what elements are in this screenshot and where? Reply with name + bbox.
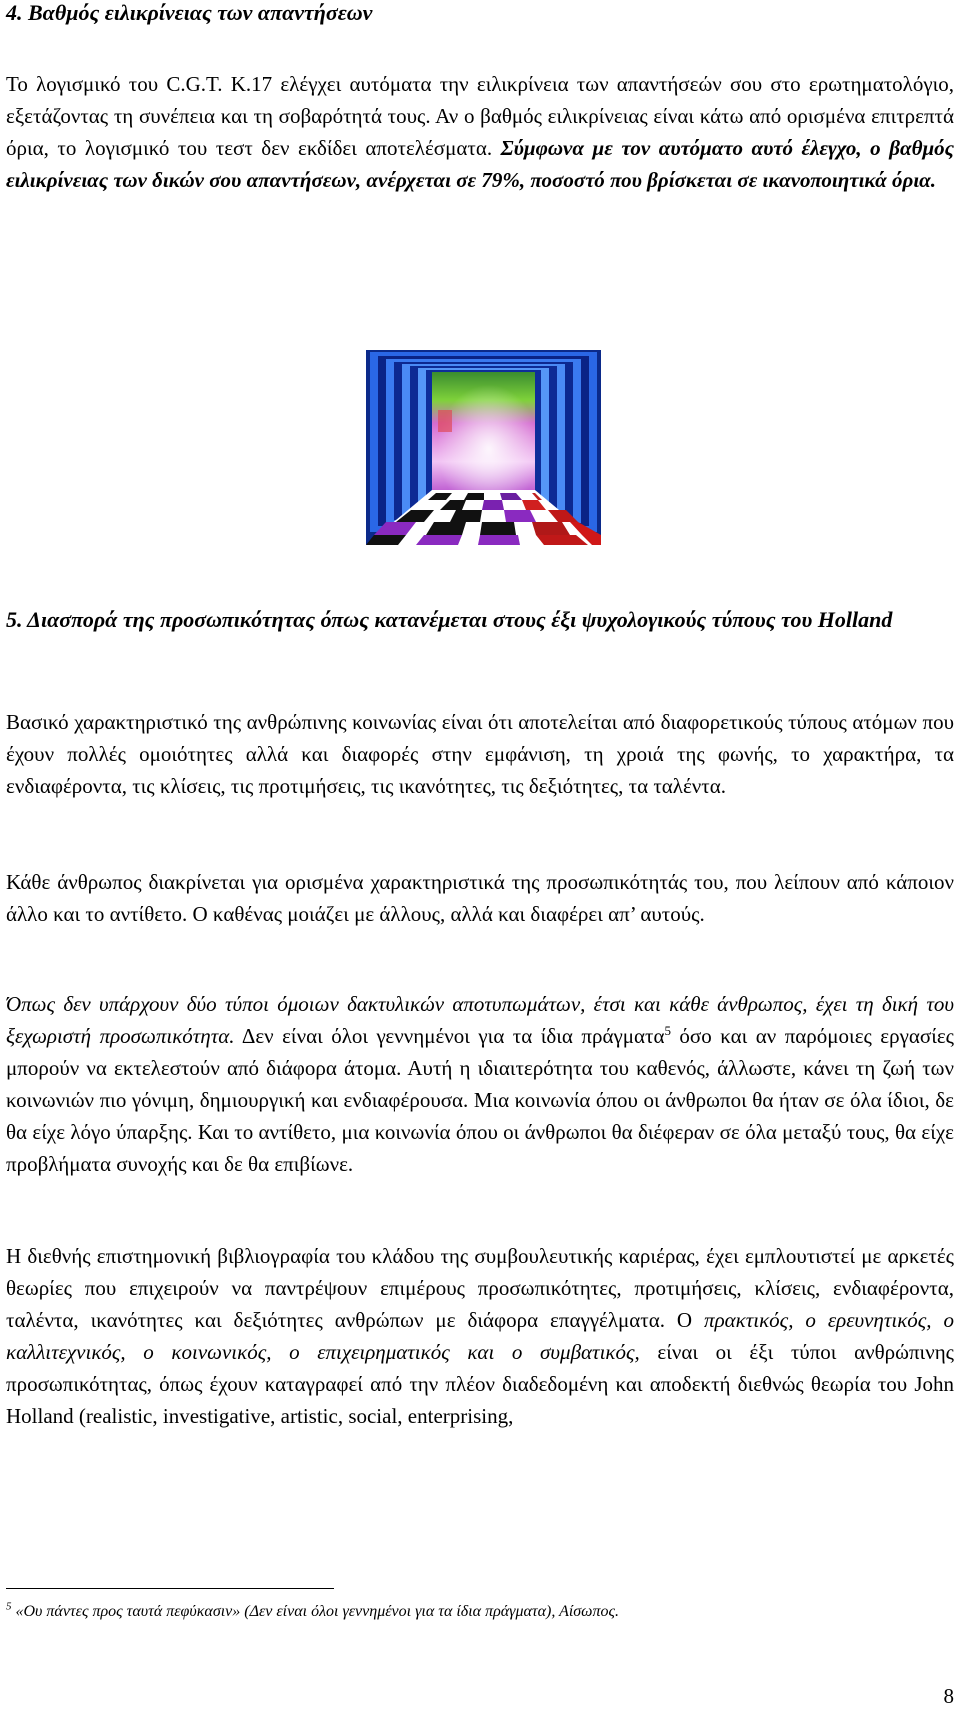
section-5-heading: 5. Διασπορά της προσωπικότητας όπως κατανέμεται στους έξι ψυχολογικούς τύπους του Holland (6, 607, 893, 632)
section-5-paragraph-4 (6, 1240, 954, 1432)
page-number: 8 (943, 1684, 954, 1708)
corridor-illustration-icon (366, 350, 601, 545)
footnote-reference[interactable]: 5 (664, 1023, 671, 1038)
section-4-paragraph (6, 68, 954, 196)
paragraph-3-text-b: όσο και αν παρόμοιες εργασίες μπορούν να εκτελεστούν από διάφορα άτομα. Αυτή η ιδιαιτερότητα του καθενός, άλλωστε, κάνει τη ζωή των κοινωνιών πιο γόνιμη, δημιουργική και ενδιαφέρουσα. Μια κοινωνία όπου οι άνθρωποι θα ήταν σε όλα ίδιοι, δε θα είχε λόγο ύπαρξης. Και το αντίθετο, μια κοινωνία όπου οι άνθρωποι θα διέφεραν σε όλα μεταξύ τους, θα είχε προβλήματα συνοχής και δε θα επιβίωνε. (6, 1024, 954, 1176)
footnote-text: «Ου πάντες προς ταυτά πεφύκασιν» (Δεν είναι όλοι γεννημένοι για τα ίδια πράγματα), Αίσωπος. (11, 1603, 619, 1620)
holland-types-text: πρακτικός, ο ερευνητικός, ο καλλιτεχνικός, ο κοινωνικός, ο επιχειρηματικός και ο συμβατικός, (6, 1308, 954, 1364)
footnote (6, 1602, 619, 1622)
honesty-score-text: Σύμφωνα με τον αυτόματο αυτό έλεγχο, ο βαθμός ειλικρίνειας των δικών σου απαντήσεων, ανέρχεται σε 79%, ποσοστό που βρίσκεται σε ικανοποιητικά όρια. (6, 136, 955, 192)
honesty-text: Το λογισμικό του C.G.T. K.17 ελέγχει αυτόματα την ειλικρίνεια των απαντήσεών σου στο ερωτηματολόγιο, εξετάζοντας τη συνέπεια και τη σοβαρότητά τους. Αν ο βαθμός ειλικρίνειας είναι κάτω από ορισμένα επιτρεπτά όρια, το λογισμικό του τεστ δεν εκδίδει αποτελέσματα. (6, 72, 954, 160)
section-5-paragraph-2: Κάθε άνθρωπος διακρίνεται για ορισμένα χαρακτηριστικά της προσωπικότητάς του, που λείπουν από κάποιον άλλο και το αντίθετο. Ο καθένας μοιάζει με άλλους, αλλά και διαφέρει απ’ αυτούς. (6, 870, 954, 926)
section-5-paragraph-3 (6, 988, 954, 1180)
paragraph-4-text-b: είναι οι έξι τύποι ανθρώπινης προσωπικότητας, όπως έχουν καταγραφεί από την πλέον διαδεδομένη και αποδεκτή διεθνώς θεωρία του John Holland (realistic, investigative, artistic, social, enterprising, (6, 1340, 954, 1428)
footnote-divider (6, 1588, 334, 1589)
section-4-heading: 4. Βαθμός ειλικρίνειας των απαντήσεων (6, 0, 373, 25)
footnote-number: 5 (6, 1600, 12, 1613)
paragraph-4-text-a: Η διεθνής επιστημονική βιβλιογραφία του κλάδου της συμβουλευτικής καριέρας, έχει εμπλουτιστεί με αρκετές θεωρίες που επιχειρούν να παντρέψουν επιμέρους προσωπικότητες, προτιμήσεις, κλίσεις, ενδιαφέροντα, ταλέντα, ικανότητες και δεξιότητες ανθρώπων με διάφορα επαγγέλματα. Ο (6, 1244, 954, 1332)
fingerprint-analogy-text: Όπως δεν υπάρχουν δύο τύποι όμοιων δακτυλικών αποτυπωμάτων, έτσι και κάθε άνθρωπος, έχει τη δική του ξεχωριστή προσωπικότητα. (6, 992, 954, 1048)
section-5-paragraph-1: Βασικό χαρακτηριστικό της ανθρώπινης κοινωνίας είναι ότι αποτελείται από διαφορετικούς τύπους ατόμων που έχουν πολλές ομοιότητες αλλά και διαφορές στην εμφάνιση, τη χροιά της φωνής, το χαρακτήρα, τα ενδιαφέροντα, τις κλίσεις, τις προτιμήσεις, τις ικανότητες, τις δεξιότητες, τα ταλέντα. (6, 710, 954, 798)
paragraph-3-text-a: Δεν είναι όλοι γεννημένοι για τα ίδια πράγματα (234, 1024, 665, 1048)
